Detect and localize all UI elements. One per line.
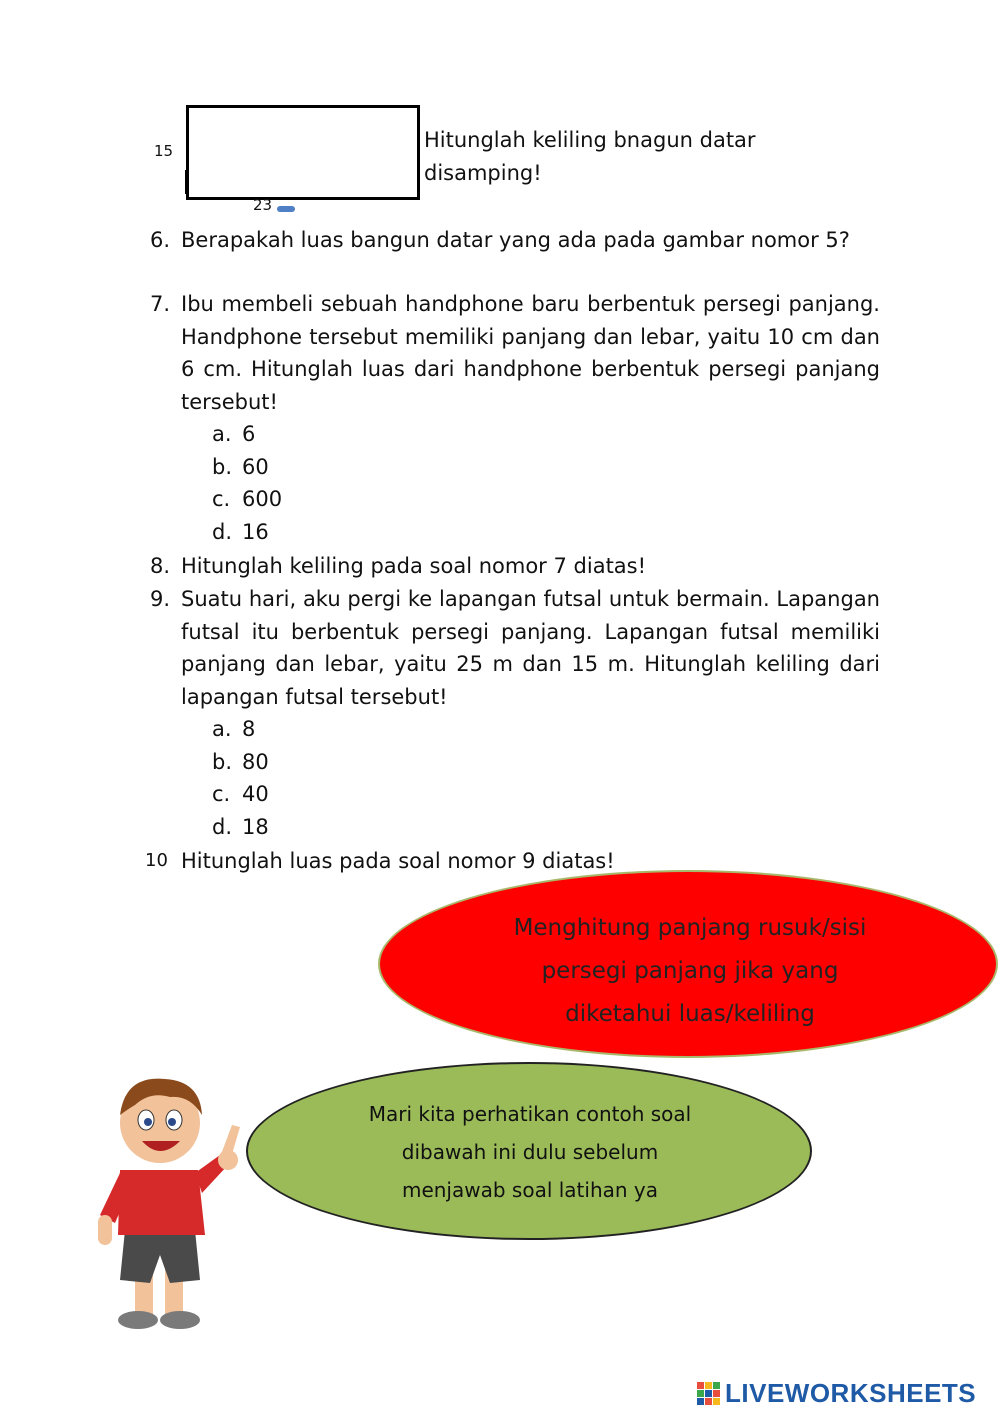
liveworksheets-logo xyxy=(695,1376,995,1408)
bottom-length-label: 23 xyxy=(253,196,273,214)
red-bubble-text xyxy=(430,907,950,1036)
option-value: 60 xyxy=(242,454,269,479)
question-text: Ibu membeli sebuah handphone baru berbentuk persegi panjang. Handphone tersebut memiliki panjang dan lebar, yaitu 10 cm dan 6 cm. Hitunglah luas dari handphone berbentuk persegi panjang tersebut! xyxy=(181,292,880,414)
red-bubble-line: persegi panjang jika yang xyxy=(541,958,839,984)
answer-options xyxy=(212,418,880,548)
answer-option[interactable] xyxy=(212,811,880,844)
green-bubble-line: menjawab soal latihan ya xyxy=(401,1178,659,1202)
question-6 xyxy=(150,224,880,257)
red-bubble-line: Menghitung panjang rusuk/sisi xyxy=(513,915,867,941)
answer-option[interactable] xyxy=(212,713,880,746)
question-text: Berapakah luas bangun datar yang ada pada gambar nomor 5? xyxy=(181,228,850,252)
question-8 xyxy=(150,550,880,583)
option-letter: c. xyxy=(212,782,231,806)
question-number: 6. xyxy=(150,228,171,252)
question-7 xyxy=(150,288,880,548)
answer-option[interactable] xyxy=(212,451,880,484)
option-letter: a. xyxy=(212,717,232,741)
red-bubble-line: diketahui luas/keliling xyxy=(565,1001,815,1027)
option-value: 16 xyxy=(242,519,269,544)
answer-options xyxy=(212,713,880,843)
option-letter: d. xyxy=(212,519,233,544)
answer-option[interactable] xyxy=(212,483,880,516)
question-number: 8. xyxy=(150,554,171,578)
question-5-text: Hitunglah keliling bnagun datar disamping! xyxy=(424,128,756,185)
option-letter: b. xyxy=(212,749,233,774)
question-text: Hitunglah keliling pada soal nomor 7 diatas! xyxy=(181,554,647,578)
cartoon-boy-illustration xyxy=(80,1065,255,1335)
question-number: 10 xyxy=(145,850,168,871)
answer-option[interactable] xyxy=(212,516,880,549)
option-value: 8 xyxy=(242,717,256,741)
question-number: 9. xyxy=(150,587,171,611)
question-9 xyxy=(150,583,880,843)
option-letter: a. xyxy=(212,422,232,446)
option-value: 40 xyxy=(242,782,269,806)
answer-option[interactable] xyxy=(212,418,880,451)
question-text: Hitunglah luas pada soal nomor 9 diatas! xyxy=(181,849,615,873)
option-letter: b. xyxy=(212,454,233,479)
option-value: 600 xyxy=(242,487,283,511)
question-text: Suatu hari, aku pergi ke lapangan futsal untuk bermain. Lapangan futsal itu berbentuk persegi panjang. Lapangan futsal memiliki panjang dan lebar, yaitu 25 m dan 15 m. Hitunglah keliling dari lapangan futsal tersebut! xyxy=(181,587,880,709)
rectangle-edge-mark xyxy=(185,170,187,194)
answer-option[interactable] xyxy=(212,778,880,811)
logo-grid-icon xyxy=(697,1382,721,1406)
green-bubble-line: Mari kita perhatikan contoh soal xyxy=(368,1102,692,1126)
option-value: 6 xyxy=(242,422,256,446)
option-value: 80 xyxy=(242,749,269,774)
green-bubble-text xyxy=(300,1095,760,1209)
brand-name: LIVEWORKSHEETS xyxy=(725,1378,977,1408)
option-value: 18 xyxy=(242,814,269,839)
option-letter: d. xyxy=(212,814,233,839)
green-bubble-line: dibawah ini dulu sebelum xyxy=(401,1140,659,1164)
rectangle-figure xyxy=(186,105,420,200)
answer-marker xyxy=(277,206,295,212)
answer-option[interactable] xyxy=(212,746,880,779)
question-number: 7. xyxy=(150,292,171,316)
option-letter: c. xyxy=(212,487,231,511)
side-length-label: 15 xyxy=(154,142,174,160)
